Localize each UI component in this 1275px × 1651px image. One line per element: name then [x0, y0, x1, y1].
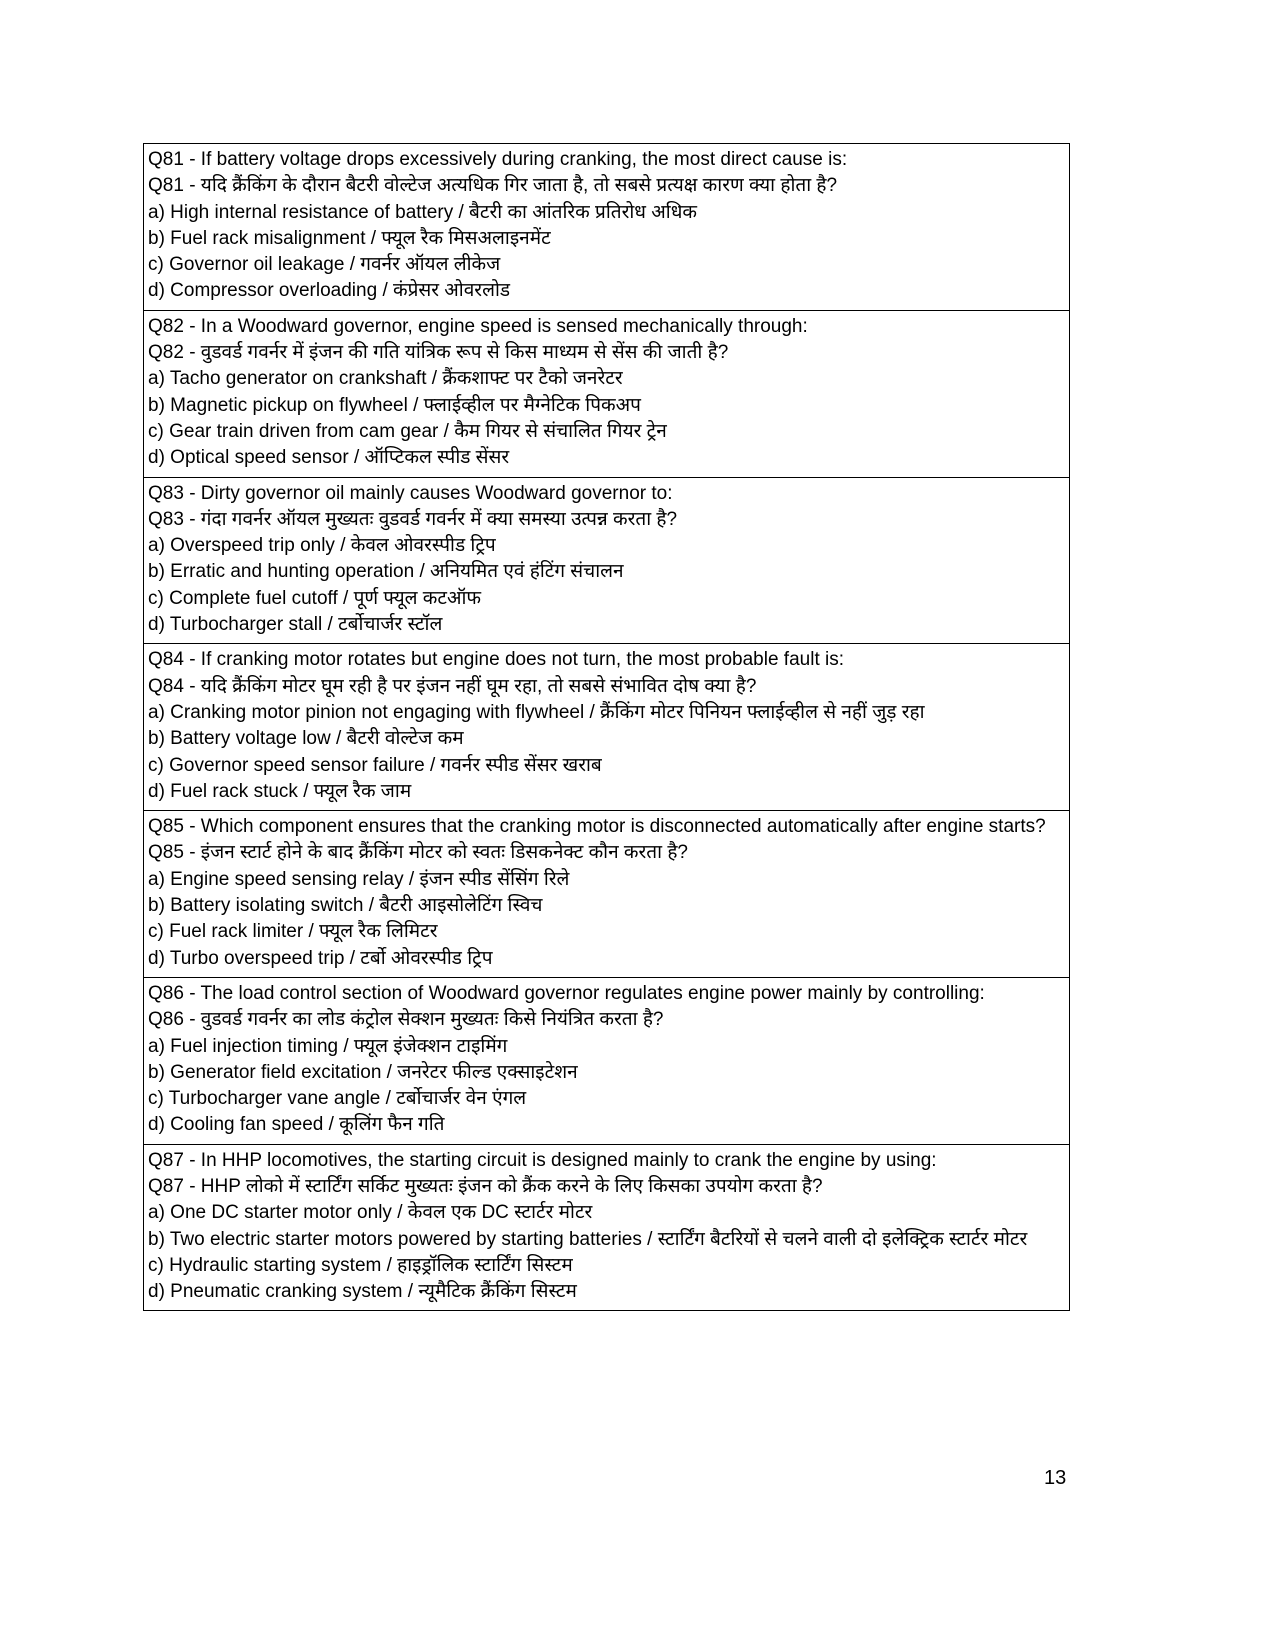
question-hi: Q87 - HHP लोको में स्टार्टिंग सर्किट मुख्यतः इंजन को क्रैंक करने के लिए किसका उपयोग करता है?: [148, 1175, 823, 1197]
option-a: a) Tacho generator on crankshaft / क्रैंकशाफ्ट पर टैको जनरेटर: [148, 368, 623, 390]
question-hi: Q84 - यदि क्रैंकिंग मोटर घूम रही है पर इंजन नहीं घूम रहा, तो सबसे संभावित दोष क्या है?: [148, 675, 757, 697]
option-d: d) Compressor overloading / कंप्रेसर ओवरलोड: [148, 280, 511, 302]
option-c: c) Fuel rack limiter / फ्यूल रैक लिमिटर: [148, 921, 438, 943]
question-en: Q85 - Which component ensures that the cranking motor is disconnected automatically after engine starts?: [148, 816, 1046, 838]
question-en: Q83 - Dirty governor oil mainly causes Woodward governor to:: [148, 482, 673, 504]
option-a: a) High internal resistance of battery / बैटरी का आंतरिक प्रतिरोध अधिक: [148, 201, 697, 223]
option-c: c) Turbocharger vane angle / टर्बोचार्जर वेन एंगल: [148, 1088, 527, 1110]
option-d: d) Turbo overspeed trip / टर्बो ओवरस्पीड ट्रिप: [148, 947, 493, 969]
option-b: b) Erratic and hunting operation / अनियमित एवं हंटिंग संचालन: [148, 561, 624, 583]
option-a: a) Engine speed sensing relay / इंजन स्पीड सेंसिंग रिले: [148, 868, 570, 890]
option-c: c) Complete fuel cutoff / पूर्ण फ्यूल कटऑफ: [148, 587, 482, 609]
question-row: [144, 810, 1069, 977]
option-b: b) Two electric starter motors powered by starting batteries / स्टार्टिंग बैटरियों से चलने वाली दो इलेक्ट्रिक स्टार्टर मोटर: [148, 1228, 1028, 1250]
option-a: a) Cranking motor pinion not engaging with flywheel / क्रैंकिंग मोटर पिनियन फ्लाईव्हील से नहीं जुड़ रहा: [148, 701, 925, 723]
question-row: [144, 477, 1069, 644]
option-b: b) Fuel rack misalignment / फ्यूल रैक मिसअलाइनमेंट: [148, 227, 551, 249]
option-b: b) Battery voltage low / बैटरी वोल्टेज कम: [148, 728, 464, 750]
option-c: c) Hydraulic starting system / हाइड्रॉलिक स्टार्टिंग सिस्टम: [148, 1254, 573, 1276]
option-d: d) Pneumatic cranking system / न्यूमैटिक क्रैंकिंग सिस्टम: [148, 1281, 577, 1303]
option-b: b) Battery isolating switch / बैटरी आइसोलेटिंग स्विच: [148, 895, 543, 917]
question-row: [144, 977, 1069, 1144]
question-row: [144, 310, 1069, 477]
option-a: a) One DC starter motor only / केवल एक DC स्टार्टर मोटर: [148, 1202, 593, 1224]
question-table: [143, 143, 1070, 1311]
question-en: Q82 - In a Woodward governor, engine speed is sensed mechanically through:: [148, 315, 808, 337]
question-en: Q86 - The load control section of Woodward governor regulates engine power mainly by controlling:: [148, 982, 985, 1004]
option-d: d) Optical speed sensor / ऑप्टिकल स्पीड सेंसर: [148, 447, 510, 469]
question-hi: Q86 - वुडवर्ड गवर्नर का लोड कंट्रोल सेक्शन मुख्यतः किसे नियंत्रित करता है?: [148, 1009, 664, 1031]
option-c: c) Gear train driven from cam gear / कैम गियर से संचालित गियर ट्रेन: [148, 420, 667, 442]
question-hi: Q85 - इंजन स्टार्ट होने के बाद क्रैंकिंग मोटर को स्वतः डिसकनेक्ट कौन करता है?: [148, 842, 688, 864]
option-c: c) Governor oil leakage / गवर्नर ऑयल लीकेज: [148, 254, 501, 276]
option-b: b) Magnetic pickup on flywheel / फ्लाईव्हील पर मैग्नेटिक पिकअप: [148, 394, 641, 416]
option-d: d) Turbocharger stall / टर्बोचार्जर स्टॉल: [148, 614, 443, 636]
question-en: Q81 - If battery voltage drops excessively during cranking, the most direct cause is:: [148, 149, 848, 170]
option-d: d) Cooling fan speed / कूलिंग फैन गति: [148, 1114, 445, 1136]
option-a: a) Overspeed trip only / केवल ओवरस्पीड ट्रिप: [148, 535, 496, 557]
question-en: Q84 - If cranking motor rotates but engine does not turn, the most probable fault is:: [148, 649, 844, 671]
option-a: a) Fuel injection timing / फ्यूल इंजेक्शन टाइमिंग: [148, 1035, 508, 1057]
question-hi: Q83 - गंदा गवर्नर ऑयल मुख्यतः वुडवर्ड गवर्नर में क्या समस्या उत्पन्न करता है?: [148, 508, 678, 530]
option-c: c) Governor speed sensor failure / गवर्नर स्पीड सेंसर खराब: [148, 754, 602, 776]
question-row: [144, 1144, 1069, 1311]
page-number: 13: [1044, 1467, 1067, 1489]
option-d: d) Fuel rack stuck / फ्यूल रैक जाम: [148, 780, 412, 802]
question-hi: Q82 - वुडवर्ड गवर्नर में इंजन की गति यांत्रिक रूप से किस माध्यम से सेंस की जाती है?: [148, 342, 729, 364]
question-row: [144, 643, 1069, 810]
question-en: Q87 - In HHP locomotives, the starting circuit is designed mainly to crank the engine by using:: [148, 1149, 937, 1171]
option-b: b) Generator field excitation / जनरेटर फील्ड एक्साइटेशन: [148, 1061, 578, 1083]
question-row: [144, 144, 1069, 310]
question-hi: Q81 - यदि क्रैंकिंग के दौरान बैटरी वोल्टेज अत्यधिक गिर जाता है, तो सबसे प्रत्यक्ष कारण क्या होता है?: [148, 175, 838, 197]
